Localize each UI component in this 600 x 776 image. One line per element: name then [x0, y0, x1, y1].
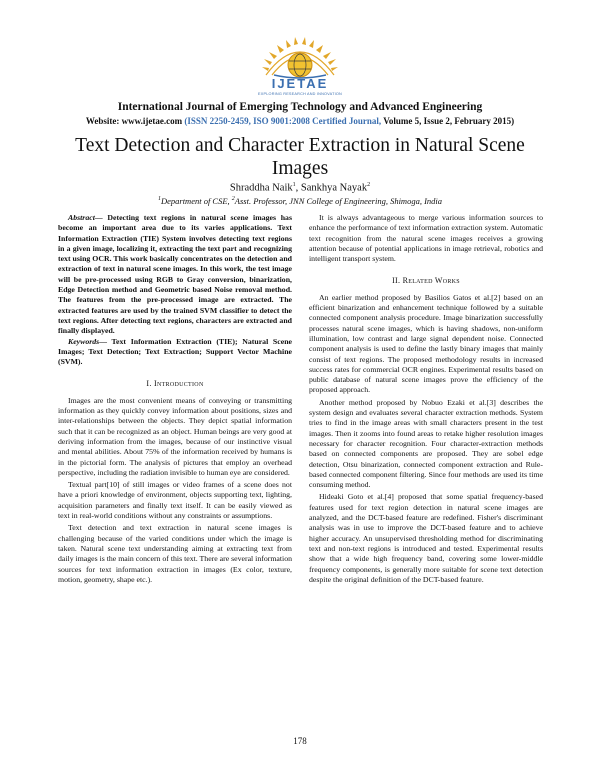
heading-text: Related Works — [402, 276, 460, 286]
heading-num: I. — [146, 379, 154, 389]
website-prefix[interactable]: Website: www.ijetae.com — [85, 116, 183, 126]
section-heading-related-works — [309, 276, 543, 286]
affil-part-1: Department of CSE, — [160, 196, 232, 206]
author-2-sup: 2 — [367, 182, 371, 188]
logo-subtitle: EXPLORING RESEARCH AND INNOVATION — [258, 92, 342, 96]
author-separator: , — [295, 182, 301, 194]
intro-paragraph-4: It is always advantageous to merge various information sources to enhance the performance of text information extraction system. Automatic text recognition from the natural scene images receives a growing attention because of potential applications in image retrieval, robotics and intelligent transport system. — [309, 213, 543, 264]
affil-sup-1: 1 — [157, 196, 161, 203]
page-number: 178 — [293, 736, 307, 746]
keywords — [58, 337, 292, 368]
related-paragraph-1: An earlier method proposed by Basilios Gatos et al.[2] based on an efficient binarization and enhancement technique followed by a suitable connected component analysis procedure. Image binarization successfully processes natural scene images, which is having shadows, non-uniform illumination, low contrast and large signal dependent noise. Connected component analysis is used to define the lastly binary images that mainly consist of text regions. The proposed methodology results in increased success rates for commercial OCR engines. Experimental results based on public database of natural scene images prove the efficiency of the proposed approach. — [309, 292, 543, 395]
affiliation — [0, 196, 600, 206]
keywords-label: Keywords— — [68, 336, 107, 346]
left-column — [58, 213, 292, 585]
website-issn: (ISSN 2250-2459, ISO 9001:2008 Certified Journal, — [184, 116, 382, 126]
intro-paragraph-2: Textual part[10] of still images or video frames of a scene does not have a priori knowledge of environment, objects supporting text, lighting, acquisition parameters and finally text itself. It can be easily viewed as text in real-world conditions without any constraints or assumptions. — [58, 480, 292, 521]
author-list — [0, 182, 600, 194]
keywords-text: Text Information Extraction (TIE); Natural Scene Images; Text Detection; Text Extraction; Support Vector Machine (SVM). — [58, 336, 292, 367]
abstract — [58, 213, 292, 337]
related-paragraph-3: Hideaki Goto et al.[4] proposed that some spatial frequency-based features used for text region detection in natural scene images are analyzed, and the DCT-based feature are redefined. Fisher's discriminant analysis was in use to improve the DCT-based feature and to achieve higher accuracy. An unsupervised thresholding method for discriminating text and non-text regions is introduced and tested. Experimental results show that a wide high frequency band, covering some lower-middle frequency components, is generally more suitable for scene text detection despite the original definition of the DCT-based feature. — [309, 492, 543, 584]
abstract-text: Detecting text regions in natural scene images has become an important area due to its varies applications. Text Information Extraction (TIE) System involves detecting text regions in a given image, localizing it, extracting the text part and recognizing text using OCR. This work basically concentrates on the detection and extraction of text in natural scene images. In this work, the test image will be pre-processed using RGB to Gray conversion, binarization, Edge Detection method and Geometric based Noise removal method. The features from the pre-processed image are extracted. The extracted features are used by the trained SVM classifier to detect the text regions. After detecting text regions, characters are extracted and finally displayed. — [58, 213, 292, 336]
website-suffix: Volume 5, Issue 2, February 2015) — [383, 116, 515, 126]
author-2: Sankhya Nayak — [300, 182, 368, 194]
heading-text: Introduction — [153, 379, 204, 389]
author-1: Shraddha Naik — [229, 182, 293, 194]
affil-part-2: Asst. Professor, JNN College of Engineering, Shimoga, India — [234, 196, 443, 206]
author-1-sup: 1 — [292, 182, 296, 188]
related-paragraph-2: Another method proposed by Nobuo Ezaki et al.[3] describes the system design and evaluates several character extraction methods. System tries to find in the image areas with small characters present in the test images. Then it zooms into found areas to retake higher resolution images necessary for character recognition. Four character-extraction methods based on connected components are proposed. They are sobel edge detection, Otsu binarization, connected component extraction and Rule-based connected component filtering. Since four methods are used its time consuming method. — [309, 397, 543, 490]
section-heading-introduction — [58, 379, 292, 389]
right-column — [309, 213, 543, 585]
journal-name: International Journal of Emerging Technology and Advanced Engineering — [117, 101, 483, 113]
intro-paragraph-3: Text detection and text extraction in natural scene images is challenging because of the varied conditions under which the image is taken. Natural scene text understanding aiming at extracting text from daily images is the main concern of this text. There are several information sources for text information extraction in images (Ex color, texture, motion, geometry, shape etc.). — [58, 523, 292, 584]
journal-website-line — [0, 116, 600, 126]
heading-num: II. — [392, 276, 403, 286]
affil-sup-2: 2 — [231, 196, 235, 203]
intro-paragraph-1: Images are the most convenient means of conveying or transmitting information as they quickly convey information about positions, sizes and inter-relationships between the objects. They depict spatial information such that it can be recognized as an object. Human beings are very good at deriving information from the images, because of our instinctive visual and mental abilities. About 75% of the information received by humans is in the pictorial form. The analysis of pictures that employ an overhead perspective, including the radiation invisible to human eye are considered. — [58, 395, 292, 477]
logo-text: IJETAE — [271, 76, 329, 91]
paper-title: Text Detection and Character Extraction in Natural Scene Images — [75, 135, 525, 179]
abstract-label: Abstract— — [68, 213, 103, 222]
